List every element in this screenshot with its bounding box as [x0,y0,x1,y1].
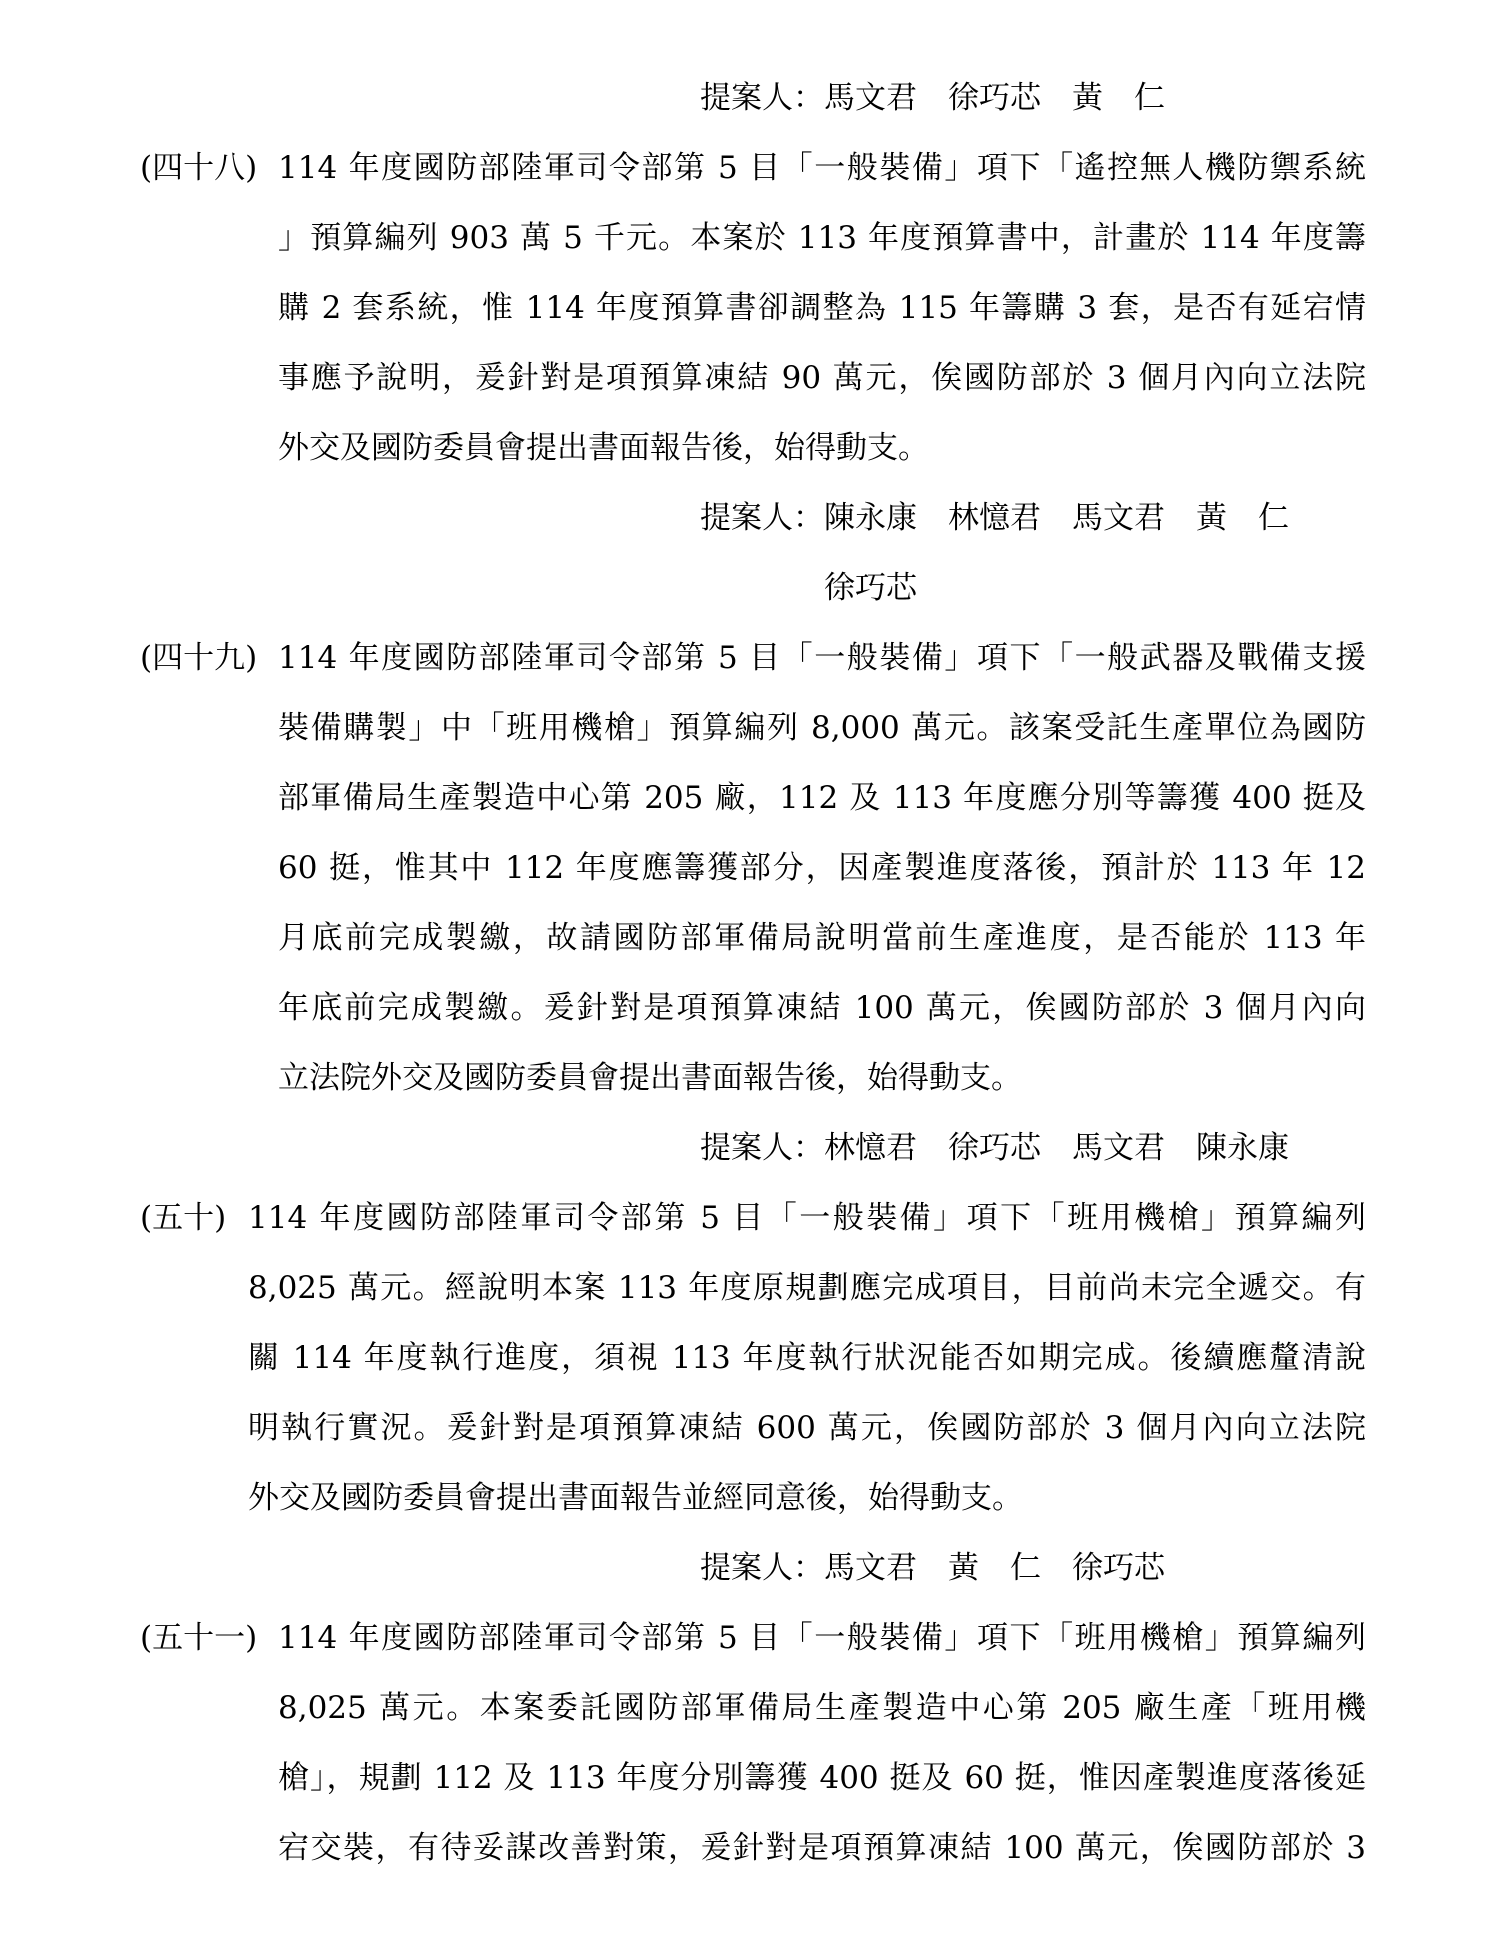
item-marker-49: (四十九) [140,640,258,676]
item-49-line-2: 裝備購製」中「班用機槍」預算編列 8,000 萬元。該案受託生產單位為國防 [278,710,1366,746]
item-49-line-5: 月底前完成製繳，故請國防部軍備局說明當前生產進度，是否能於 113 年 [278,920,1366,956]
proposer-line: 提案人：馬文君 徐巧芯 黃 仁 [700,80,1165,116]
item-48-line-5: 外交及國防委員會提出書面報告後，始得動支。 [278,430,929,466]
item-50-line-1: 114 年度國防部陸軍司令部第 5 目「一般裝備」項下「班用機槍」預算編列 [248,1200,1366,1236]
item-51-line-4: 宕交裝，有待妥謀改善對策，爰針對是項預算凍結 100 萬元，俟國防部於 3 [278,1830,1366,1866]
proposer-line: 提案人：陳永康 林憶君 馬文君 黃 仁 [700,500,1289,536]
item-51-line-3: 槍」，規劃 112 及 113 年度分別籌獲 400 挺及 60 挺，惟因產製進度落後延 [278,1760,1366,1796]
item-48-line-4: 事應予說明，爰針對是項預算凍結 90 萬元，俟國防部於 3 個月內向立法院 [278,360,1366,396]
item-marker-48: (四十八) [140,150,258,186]
item-48-line-2: 」預算編列 903 萬 5 千元。本案於 113 年度預算書中，計畫於 114 年度籌 [278,220,1366,256]
item-51-line-1: 114 年度國防部陸軍司令部第 5 目「一般裝備」項下「班用機槍」預算編列 [278,1620,1366,1656]
item-50-line-4: 明執行實況。爰針對是項預算凍結 600 萬元，俟國防部於 3 個月內向立法院 [248,1410,1366,1446]
item-marker-50: (五十) [140,1200,227,1236]
item-49-line-6: 年底前完成製繳。爰針對是項預算凍結 100 萬元，俟國防部於 3 個月內向 [278,990,1366,1026]
proposer-line: 提案人：林憶君 徐巧芯 馬文君 陳永康 [700,1130,1289,1166]
item-49-line-4: 60 挺，惟其中 112 年度應籌獲部分，因產製進度落後，預計於 113 年 12 [278,850,1366,886]
item-48-line-3: 購 2 套系統，惟 114 年度預算書卻調整為 115 年籌購 3 套，是否有延宕情 [278,290,1366,326]
item-49-line-1: 114 年度國防部陸軍司令部第 5 目「一般裝備」項下「一般武器及戰備支援 [278,640,1366,676]
item-51-line-2: 8,025 萬元。本案委託國防部軍備局生產製造中心第 205 廠生產「班用機 [278,1690,1366,1726]
item-50-line-3: 關 114 年度執行進度，須視 113 年度執行狀況能否如期完成。後續應釐清說 [248,1340,1366,1376]
item-marker-51: (五十一) [140,1620,258,1656]
proposer-line: 徐巧芯 [700,570,917,606]
item-48-line-1: 114 年度國防部陸軍司令部第 5 目「一般裝備」項下「遙控無人機防禦系統 [278,150,1366,186]
item-49-line-7: 立法院外交及國防委員會提出書面報告後，始得動支。 [278,1060,1022,1096]
item-50-line-5: 外交及國防委員會提出書面報告並經同意後，始得動支。 [248,1480,1023,1516]
item-50-line-2: 8,025 萬元。經說明本案 113 年度原規劃應完成項目，目前尚未完全遞交。有 [248,1270,1366,1306]
proposer-line: 提案人：馬文君 黃 仁 徐巧芯 [700,1550,1165,1586]
item-49-line-3: 部軍備局生產製造中心第 205 廠，112 及 113 年度應分別等籌獲 400 挺及 [278,780,1366,816]
